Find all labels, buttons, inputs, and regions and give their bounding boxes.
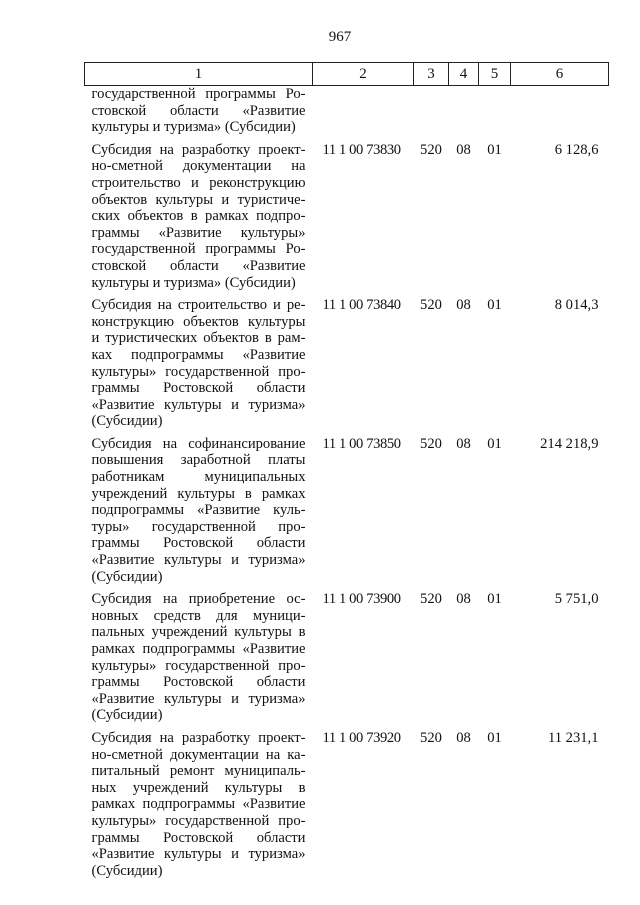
subsection: 01 bbox=[487, 435, 502, 452]
subsection: 01 bbox=[487, 591, 502, 608]
description-line: ских объектов в рамках подпро- bbox=[91, 208, 306, 225]
description-line: культуры» государственной про- bbox=[91, 657, 306, 674]
description-line: Субсидия на разработку проект- bbox=[91, 141, 306, 158]
description-line: культуры и туризма» (Субсидии) bbox=[91, 274, 296, 291]
description-line: граммы «Развитие культуры» bbox=[91, 224, 306, 241]
column-header: 3 bbox=[414, 63, 449, 86]
column-header: 1 bbox=[85, 63, 313, 86]
description-line: (Субсидии) bbox=[91, 862, 163, 879]
description-line: новных средств для муници- bbox=[91, 607, 306, 624]
expense-type: 520 bbox=[420, 729, 442, 746]
description-line: Субсидия на софинансирование bbox=[91, 435, 306, 452]
description-line: «Развитие культуры и туризма» bbox=[91, 396, 306, 413]
amount: 5 751,0 bbox=[554, 591, 599, 608]
description-line: питальный ремонт муниципаль- bbox=[91, 763, 306, 780]
expense-type: 520 bbox=[420, 435, 442, 452]
description-line: туры» государственной про- bbox=[91, 518, 306, 535]
amount bbox=[511, 86, 609, 142]
subsection: 01 bbox=[487, 141, 502, 158]
column-header: 5 bbox=[479, 63, 511, 86]
description-line: (Субсидии) bbox=[91, 707, 163, 724]
table-row bbox=[85, 142, 609, 297]
description-line: пальных учреждений культуры в bbox=[91, 624, 306, 641]
description-line: «Развитие культуры и туризма» bbox=[91, 552, 306, 569]
description-line: стовской области «Развитие bbox=[91, 257, 306, 274]
section: 08 bbox=[456, 141, 471, 158]
subsection bbox=[479, 86, 511, 142]
table-row bbox=[85, 86, 609, 142]
expense-type: 520 bbox=[420, 141, 442, 158]
subsection: 01 bbox=[487, 729, 502, 746]
target-code bbox=[313, 86, 414, 142]
row-description bbox=[85, 297, 313, 436]
description-line: культуры и туризма» (Субсидии) bbox=[91, 119, 296, 136]
section: 08 bbox=[456, 729, 471, 746]
description-line: но-сметной документации на bbox=[91, 158, 306, 175]
target-code: 11 1 00 73840 bbox=[322, 297, 401, 314]
description-line: «Развитие культуры и туризма» bbox=[91, 690, 306, 707]
description-line: Субсидия на разработку проект- bbox=[91, 729, 306, 746]
description-line: (Субсидии) bbox=[91, 568, 163, 585]
description-line: рамках подпрограммы «Развитие bbox=[91, 796, 306, 813]
description-line: и туристических объектов в рам- bbox=[91, 330, 306, 347]
description-line: повышения заработной платы bbox=[91, 452, 306, 469]
description-line: объектов культуры и туристиче- bbox=[91, 191, 306, 208]
table-row bbox=[85, 436, 609, 591]
description-line: «Развитие культуры и туризма» bbox=[91, 846, 306, 863]
column-header: 6 bbox=[511, 63, 609, 86]
table-header-row bbox=[85, 63, 609, 86]
table-row bbox=[85, 297, 609, 436]
description-line: учреждений культуры в рамках bbox=[91, 485, 306, 502]
description-line: культуры» государственной про- bbox=[91, 363, 306, 380]
table-row bbox=[85, 591, 609, 730]
row-description bbox=[85, 436, 313, 591]
row-description bbox=[85, 730, 313, 885]
description-line: ных учреждений культуры в bbox=[91, 779, 306, 796]
section: 08 bbox=[456, 297, 471, 314]
description-line: государственной программы Ро- bbox=[91, 86, 306, 102]
target-code: 11 1 00 73830 bbox=[322, 141, 401, 158]
subsection: 01 bbox=[487, 297, 502, 314]
description-line: Субсидия на приобретение ос- bbox=[91, 591, 306, 608]
amount: 6 128,6 bbox=[554, 141, 599, 158]
column-header: 4 bbox=[449, 63, 479, 86]
section bbox=[449, 86, 479, 142]
amount: 214 218,9 bbox=[540, 435, 599, 452]
amount: 8 014,3 bbox=[554, 297, 599, 314]
section: 08 bbox=[456, 591, 471, 608]
expense-type: 520 bbox=[420, 297, 442, 314]
description-line: но-сметной документации на ка- bbox=[91, 746, 306, 763]
description-line: подпрограммы «Развитие куль- bbox=[91, 502, 306, 519]
target-code: 11 1 00 73920 bbox=[322, 729, 401, 746]
target-code: 11 1 00 73900 bbox=[322, 591, 401, 608]
description-line: культуры» государственной про- bbox=[91, 812, 306, 829]
description-line: граммы Ростовской области bbox=[91, 380, 306, 397]
description-line: конструкцию объектов культуры bbox=[91, 313, 306, 330]
description-line: граммы Ростовской области bbox=[91, 829, 306, 846]
expense-type: 520 bbox=[420, 591, 442, 608]
expense-type bbox=[414, 86, 449, 142]
target-code: 11 1 00 73850 bbox=[322, 435, 401, 452]
description-line: ках подпрограммы «Развитие bbox=[91, 346, 306, 363]
description-line: (Субсидии) bbox=[91, 413, 163, 430]
description-line: Субсидия на строительство и ре- bbox=[91, 297, 306, 314]
amount: 11 231,1 bbox=[547, 729, 599, 746]
description-line: стовской области «Развитие bbox=[91, 102, 306, 119]
row-description bbox=[85, 591, 313, 730]
row-description bbox=[85, 86, 313, 142]
description-line: граммы Ростовской области bbox=[91, 535, 306, 552]
description-line: государственной программы Ро- bbox=[91, 241, 306, 258]
table-row bbox=[85, 730, 609, 885]
page-number: 967 bbox=[328, 29, 352, 45]
column-header: 2 bbox=[313, 63, 414, 86]
description-line: граммы Ростовской области bbox=[91, 674, 306, 691]
section: 08 bbox=[456, 435, 471, 452]
budget-table bbox=[84, 62, 609, 885]
description-line: строительство и реконструкцию bbox=[91, 174, 306, 191]
description-line: рамках подпрограммы «Развитие bbox=[91, 641, 306, 657]
row-description bbox=[85, 142, 313, 297]
description-line: работникам муниципальных bbox=[91, 469, 306, 486]
